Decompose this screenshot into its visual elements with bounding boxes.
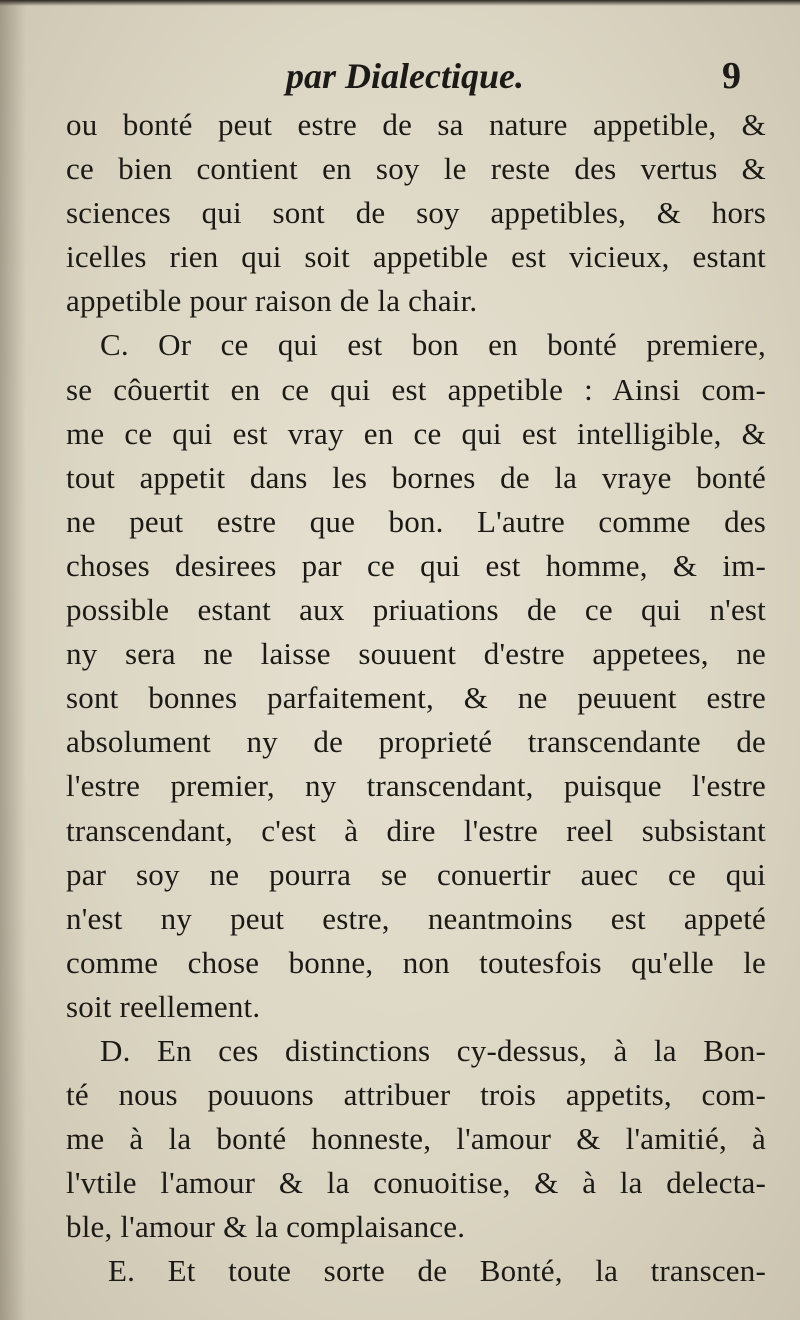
- text-line: appetible pour raison de la chair.: [66, 283, 478, 319]
- page-header: [0, 54, 800, 98]
- text-line: possible estant aux priuations de ce qui n'est: [66, 592, 766, 628]
- text-line: ble, l'amour & la complaisance.: [66, 1209, 466, 1245]
- text-line: sont bonnes parfaitement, & ne peuuent estre: [66, 680, 766, 716]
- text-line: soit reellement.: [66, 988, 261, 1024]
- text-line: l'estre premier, ny transcendant, puisque l'estre: [66, 768, 766, 804]
- page-top-edge: [0, 0, 800, 6]
- gutter-shadow: [0, 0, 26, 1320]
- text-line: té nous pouuons attribuer trois appetits, com-: [66, 1077, 766, 1113]
- text-line: icelles rien qui soit appetible est vicieux, estant: [66, 239, 766, 275]
- text-line: tout appetit dans les bornes de la vraye bonté: [66, 459, 766, 495]
- paragraph-e-start: E. Et toute sorte de Bonté, la transcen-: [108, 1253, 766, 1289]
- text-line: par soy ne pourra se conuertir auec ce qui: [66, 856, 766, 892]
- text-line: l'vtile l'amour & la conuoitise, & à la delecta-: [66, 1165, 766, 1201]
- text-line: me ce qui est vray en ce qui est intelligible, &: [66, 415, 766, 451]
- text-line: se côuertit en ce qui est appetible : Ainsi com-: [66, 371, 766, 407]
- text-line: me à la bonté honneste, l'amour & l'amitié, à: [66, 1121, 766, 1157]
- paragraph-d-start: D. En ces distinctions cy-dessus, à la Bon-: [100, 1032, 766, 1068]
- text-line: absolument ny de proprieté transcendante de: [66, 724, 766, 760]
- text-line: sciences qui sont de soy appetibles, & hors: [66, 195, 766, 231]
- text-line: n'est ny peut estre, neantmoins est appeté: [66, 900, 766, 936]
- running-head: par Dialectique.: [286, 56, 524, 96]
- text-line: ne peut estre que bon. L'autre comme des: [66, 503, 766, 539]
- text-line: choses desirees par ce qui est homme, & im-: [66, 547, 766, 583]
- text-line: ny sera ne laisse souuent d'estre appetees, ne: [66, 636, 766, 672]
- text-line: ce bien contient en soy le reste des vertus &: [66, 151, 766, 187]
- text-line: transcendant, c'est à dire l'estre reel subsistant: [66, 812, 766, 848]
- text-line: comme chose bonne, non toutesfois qu'elle le: [66, 944, 766, 980]
- text-line: ou bonté peut estre de sa nature appetible, &: [66, 107, 766, 142]
- page-number: 9: [722, 55, 741, 97]
- body-text: [66, 103, 766, 1294]
- paragraph-c-start: C. Or ce qui est bon en bonté premiere,: [100, 327, 766, 363]
